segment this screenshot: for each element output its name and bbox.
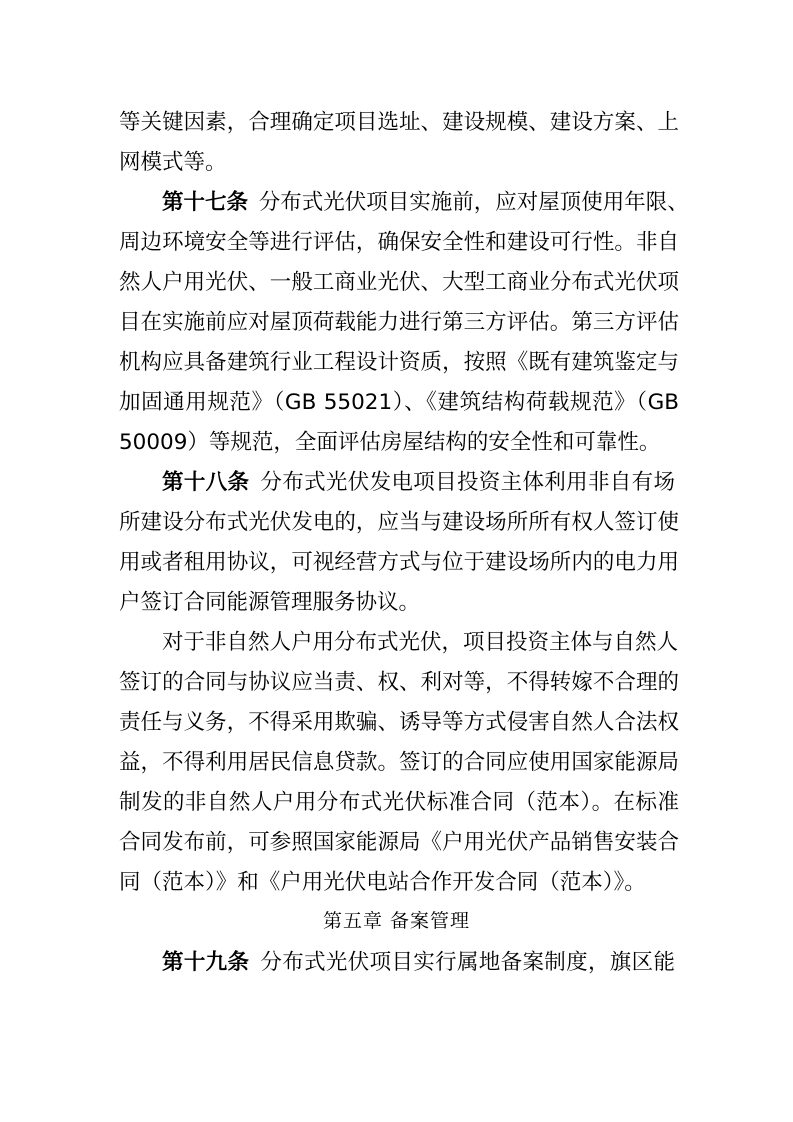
article-18-line: [162, 463, 675, 503]
paragraph-line: 签订的合同与协议应当责、权、利对等，不得转嫁不合理的: [119, 670, 679, 695]
article-19-text: 分布式光伏项目实行属地备案制度，旗区能: [260, 950, 675, 975]
article-17-line: [162, 183, 689, 223]
paragraph-line: 50009）等规范，全面评估房屋结构的安全性和可靠性。: [119, 430, 661, 455]
paragraph-line: 同（范本）》和《户用光伏电站合作开发合同（范本）》。: [119, 870, 646, 895]
paragraph-line: 对于非自然人户用分布式光伏，项目投资主体与自然人: [162, 630, 679, 655]
paragraph-line: 周边环境安全等进行评估，确保安全性和建设可行性。非自: [119, 230, 679, 255]
article-19-heading: 第十九条: [162, 950, 250, 975]
article-17-text: 分布式光伏项目实施前，应对屋顶使用年限、: [258, 190, 689, 215]
paragraph-line: 加固通用规范》（GB 55021）、《建筑结构荷载规范》（GB: [119, 390, 679, 415]
paragraph-line: 用或者租用协议，可视经营方式与位于建设场所内的电力用: [119, 550, 679, 575]
paragraph-line: 然人户用光伏、一般工商业光伏、大型工商业分布式光伏项: [119, 270, 679, 295]
article-18-heading: 第十八条: [162, 470, 250, 495]
paragraph-line: 制发的非自然人户用分布式光伏标准合同（范本）。在标准: [119, 790, 679, 815]
article-19-line: [162, 943, 675, 983]
paragraph-line: 网模式等。: [119, 150, 227, 175]
paragraph-line: 等关键因素，合理确定项目选址、建设规模、建设方案、上: [119, 110, 679, 135]
article-17-heading: 第十七条: [162, 190, 249, 215]
paragraph-line: 合同发布前，可参照国家能源局《户用光伏产品销售安装合: [119, 830, 679, 855]
paragraph-line: 责任与义务，不得采用欺骗、诱导等方式侵害自然人合法权: [119, 710, 679, 735]
article-18-text: 分布式光伏发电项目投资主体利用非自有场: [260, 470, 675, 495]
paragraph-line: 机构应具备建筑行业工程设计资质，按照《既有建筑鉴定与: [119, 350, 679, 375]
chapter-heading: 第五章 备案管理: [322, 910, 471, 932]
paragraph-line: 目在实施前应对屋顶荷载能力进行第三方评估。第三方评估: [119, 310, 679, 335]
paragraph-line: 益，不得利用居民信息贷款。签订的合同应使用国家能源局: [119, 750, 679, 775]
paragraph-line: 所建设分布式光伏发电的，应当与建设场所所有权人签订使: [119, 510, 679, 535]
paragraph-line: 户签订合同能源管理服务协议。: [119, 590, 421, 615]
